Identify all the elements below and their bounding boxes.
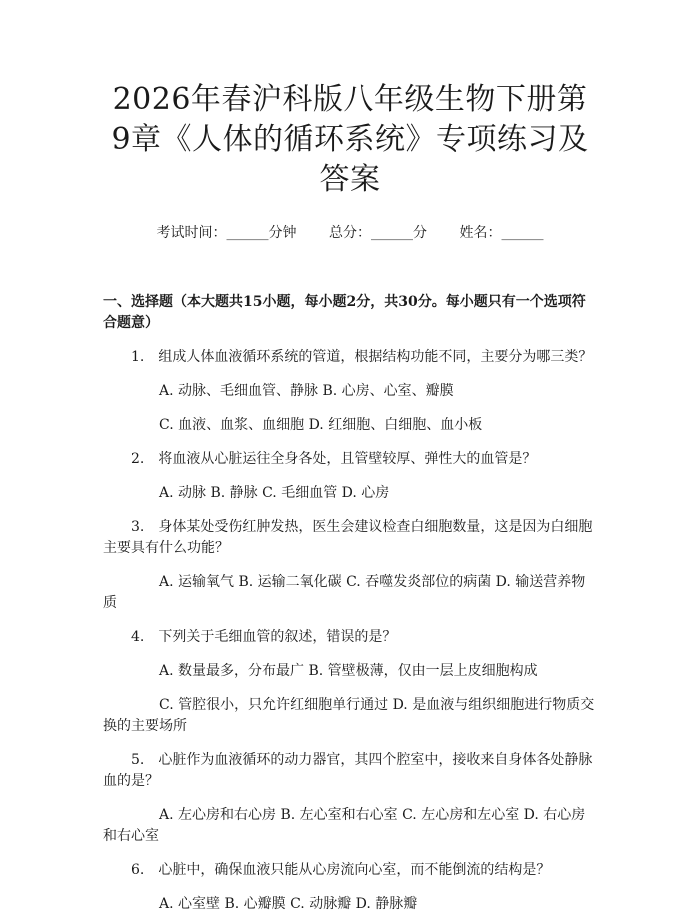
exam-meta [103,222,597,242]
question-options: C. 血液、血浆、血细胞 D. 红细胞、白细胞、血小板 [159,417,483,433]
exam-time: 考试时间：______分钟 [156,225,297,241]
question-stem: 3. 身体某处受伤红肿发热，医生会建议检查白细胞数量，这是因为白细胞主要具有什么功能？ [103,519,593,556]
question-6 [103,860,597,915]
question-stem: 5. 心脏作为血液循环的动力器官，其四个腔室中，接收来自身体各处静脉血的是？ [103,752,593,789]
question-1 [103,347,597,436]
question-stem: 2. 将血液从心脏运往全身各处，且管壁较厚、弹性大的血管是？ [131,451,537,467]
question-4 [103,627,597,737]
question-5 [103,750,597,847]
student-name: 姓名：______ [459,225,544,241]
exam-total-score: 总分：______分 [329,225,427,241]
document-title: 2026年春沪科版八年级生物下册第9章《人体的循环系统》专项练习及答案 [111,82,589,197]
question-stem: 4. 下列关于毛细血管的叙述，错误的是？ [131,629,397,645]
question-3 [103,517,597,614]
section-heading: 一、选择题（本大题共15小题，每小题2分，共30分。每小题只有一个选项符合题意） [103,294,586,331]
question-2 [103,449,597,504]
question-stem: 6. 心脏中，确保血液只能从心房流向心室，而不能倒流的结构是？ [131,862,551,878]
question-options: A. 数量最多，分布最广 B. 管壁极薄，仅由一层上皮细胞构成 [159,663,538,679]
question-options: A. 左心房和右心房 B. 左心室和右心室 C. 左心房和左心室 D. 右心房和右心室 [103,807,586,844]
question-options: A. 运输氧气 B. 运输二氧化碳 C. 吞噬发炎部位的病菌 D. 输送营养物质 [103,574,586,611]
question-stem: 1. 组成人体血液循环系统的管道，根据结构功能不同，主要分为哪三类？ [131,349,593,365]
question-options: A. 动脉、毛细血管、静脉 B. 心房、心室、瓣膜 [159,383,454,399]
question-options: A. 心室壁 B. 心瓣膜 C. 动脉瓣 D. 静脉瓣 [159,896,418,912]
question-options: C. 管腔很小，只允许红细胞单行通过 D. 是血液与组织细胞进行物质交换的主要场所 [103,697,595,734]
question-options: A. 动脉 B. 静脉 C. 毛细血管 D. 心房 [159,485,390,501]
